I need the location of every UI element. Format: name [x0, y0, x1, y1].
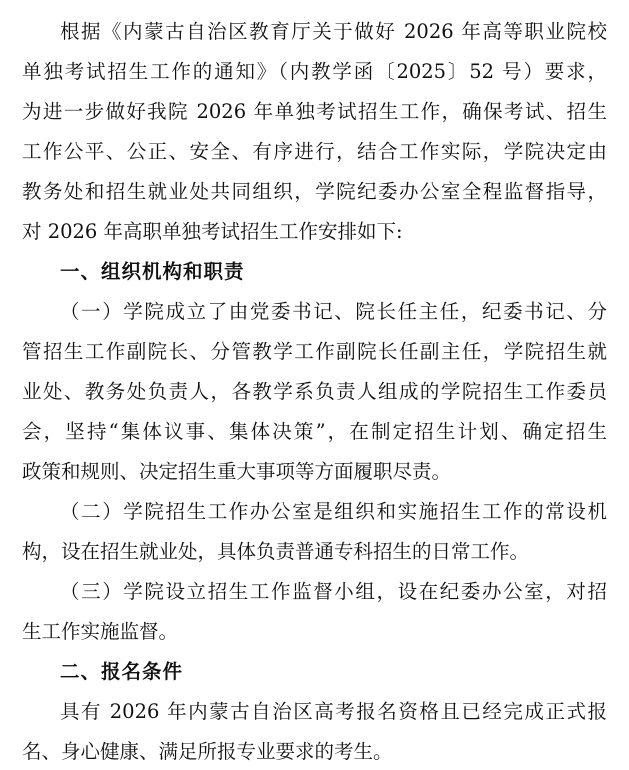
s2-p1-line-2: 名、身心健康、满足所报专业要求的考生。 [22, 740, 393, 763]
intro-line-5: 教务处和招生就业处共同组织，学院纪委办公室全程监督指导， [22, 180, 607, 203]
s1-p2-line-1: （二）学院招生工作办公室是组织和实施招生工作的常设机 [60, 500, 607, 523]
section-heading-organization: 一、组织机构和职责 [60, 260, 245, 283]
s1-p3-line-2: 生工作实施监督。 [22, 620, 179, 643]
s1-p2-line-2: 构，设在招生就业处，具体负责普通专科招生的日常工作。 [22, 540, 530, 563]
s1-p3-line-1: （三）学院设立招生工作监督小组，设在纪委办公室，对招 [60, 580, 607, 603]
intro-line-4: 工作公平、公正、安全、有序进行，结合工作实际，学院决定由 [22, 140, 607, 163]
intro-line-3: 为进一步做好我院 2026 年单独考试招生工作，确保考试、招生 [22, 100, 607, 123]
s2-p1-line-1: 具有 2026 年内蒙古自治区高考报名资格且已经完成正式报 [60, 700, 607, 723]
s1-p1-line-2: 管招生工作副院长、分管教学工作副院长任副主任，学院招生就 [22, 340, 607, 363]
intro-line-2: 单独考试招生工作的通知》（内教学函〔2025〕52 号）要求， [22, 60, 607, 83]
s1-p1-line-4: 会，坚持“集体议事、集体决策”，在制定招生计划、确定招生 [22, 420, 607, 443]
s1-p1-line-1: （一）学院成立了由党委书记、院长任主任，纪委书记、分 [60, 300, 607, 323]
s1-p1-line-5: 政策和规则、决定招生重大事项等方面履职尽责。 [22, 460, 452, 483]
intro-line-6: 对 2026 年高职单独考试招生工作安排如下: [22, 220, 403, 243]
intro-line-1: 根据《内蒙古自治区教育厅关于做好 2026 年高等职业院校 [60, 20, 607, 43]
s1-p1-line-3: 业处、教务处负责人，各教学系负责人组成的学院招生工作委员 [22, 380, 607, 403]
section-heading-eligibility: 二、报名条件 [60, 660, 184, 683]
